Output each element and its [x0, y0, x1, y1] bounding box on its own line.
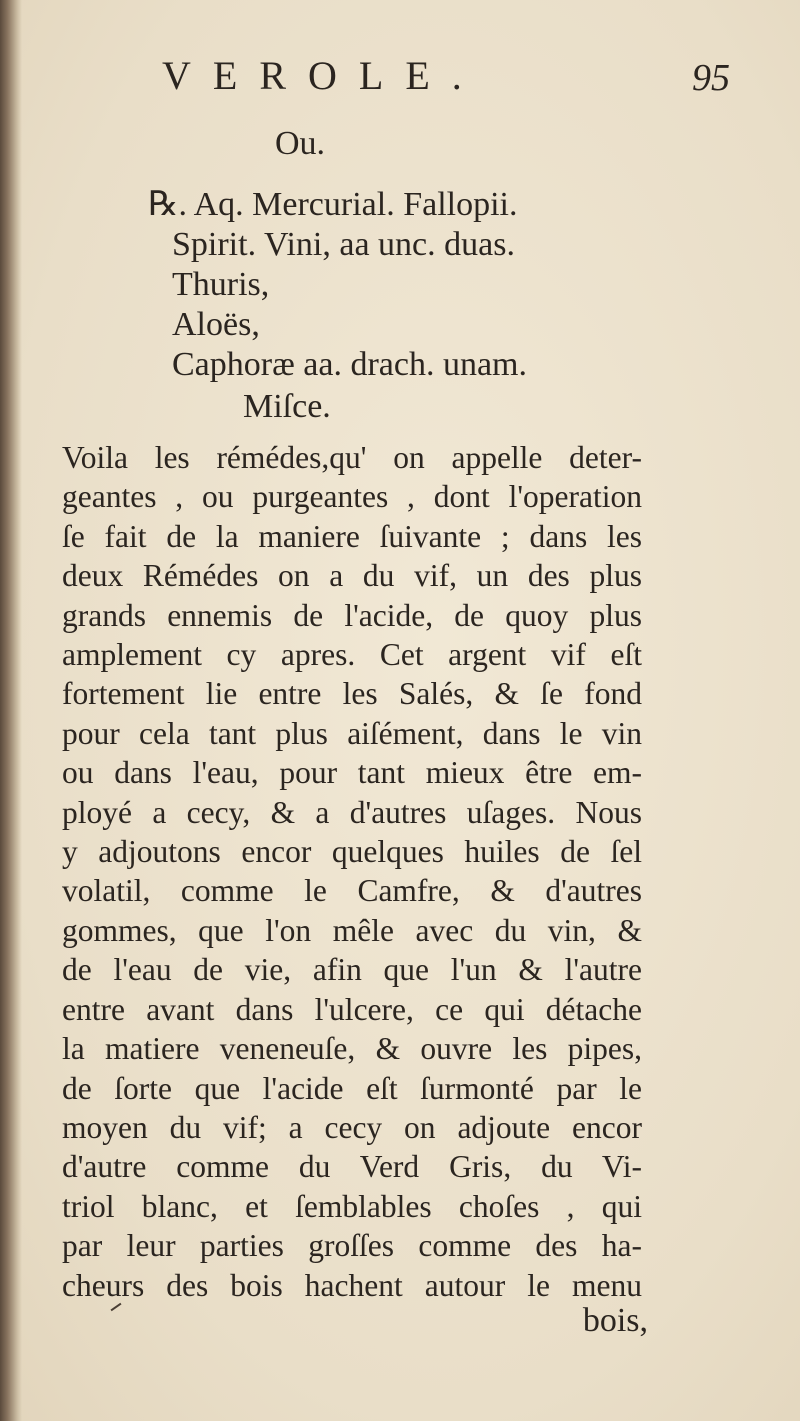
text-line: ou dans l'eau, pour tant mieux être em- [62, 755, 642, 791]
text-line: ſe fait de la maniere ſuivante ; dans les [62, 518, 642, 554]
text-line: par leur parties groſſes comme des ha- [62, 1228, 642, 1264]
recipe-line: Caphoræ aa. drach. unam. [172, 346, 527, 383]
catchword: bois, [582, 1302, 648, 1339]
recipe-line: Thuris, [172, 266, 270, 303]
text-line: moyen du vif; a cecy on adjoute encor [62, 1109, 642, 1145]
recipe-line: Aloës, [172, 306, 260, 343]
text-line: geantes , ou purgeantes , dont l'operation [62, 479, 642, 515]
text-line: de l'eau de vie, afin que l'un & l'autre [62, 952, 642, 988]
text-line: entre avant dans l'ulcere, ce qui détache [62, 991, 642, 1027]
text-line: Voila les rémédes,qu' on appelle deter- [62, 440, 642, 475]
text-line: de ſorte que l'acide eſt ſurmonté par le [62, 1070, 642, 1106]
page-number: 95 [692, 57, 730, 99]
page-header [150, 52, 730, 102]
text-line: cheurs des bois hachent autour le menu [62, 1267, 642, 1303]
text-line: volatil, comme le Camfre, & d'autres [62, 873, 642, 909]
text-line: gommes, que l'on mêle avec du vin, & [62, 912, 642, 948]
text-line: d'autre comme du Verd Gris, du Vi- [62, 1149, 642, 1185]
recipe-line: Miſce. [243, 388, 331, 425]
text-line: deux Rémédes on a du vif, un des plus [62, 558, 642, 594]
text-line: ployé a cecy, & a d'autres uſages. Nous [62, 794, 642, 830]
recipe-alternative: Ou. [275, 125, 326, 162]
text-line: pour cela tant plus aiſément, dans le vin [62, 715, 642, 751]
text-line: fortement lie entre les Salés, & ſe fond [62, 676, 642, 712]
page-binding-edge [0, 0, 22, 1421]
recipe-line: ℞. Aq. Mercurial. Fallopii. [148, 186, 518, 223]
running-title: VEROLE. [162, 53, 484, 98]
recipe-line: Spirit. Vini, aa unc. duas. [172, 226, 515, 263]
text-line: amplement cy apres. Cet argent vif eſt [62, 637, 642, 673]
body-paragraph [52, 438, 642, 1305]
text-line: y adjoutons encor quelques huiles de ſel [62, 834, 642, 870]
text-line: grands ennemis de l'acide, de quoy plus [62, 597, 642, 633]
text-line: triol blanc, et ſemblables choſes , qui [62, 1188, 642, 1224]
text-line: la matiere veneneuſe, & ouvre les pipes, [62, 1031, 642, 1067]
